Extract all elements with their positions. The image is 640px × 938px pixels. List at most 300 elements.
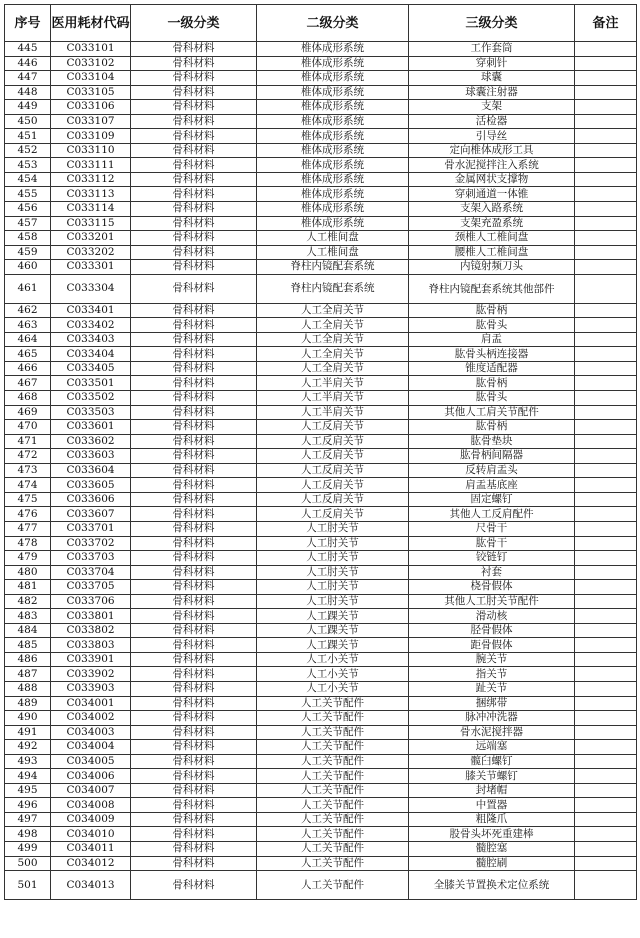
cell-level3: 穿刺通道一体锥 <box>409 187 575 202</box>
cell-code: C033107 <box>51 114 131 129</box>
cell-level2: 椎体成形系统 <box>257 100 409 115</box>
cell-level1: 骨科材料 <box>131 841 257 856</box>
table-row <box>5 638 637 653</box>
table-row <box>5 871 637 900</box>
cell-level3: 胫骨假体 <box>409 623 575 638</box>
table-row <box>5 507 637 522</box>
cell-level2: 人工反肩关节 <box>257 507 409 522</box>
cell-level2: 人工关节配件 <box>257 754 409 769</box>
cell-level2: 椎体成形系统 <box>257 42 409 57</box>
cell-level1: 骨科材料 <box>131 318 257 333</box>
cell-level3: 穿刺针 <box>409 56 575 71</box>
cell-level3: 颈椎人工椎间盘 <box>409 231 575 246</box>
table-row <box>5 434 637 449</box>
cell-remarks <box>575 85 637 100</box>
cell-level2: 人工小关节 <box>257 667 409 682</box>
cell-level1: 骨科材料 <box>131 754 257 769</box>
cell-level1: 骨科材料 <box>131 856 257 871</box>
cell-level1: 骨科材料 <box>131 652 257 667</box>
cell-code: C033802 <box>51 623 131 638</box>
cell-remarks <box>575 318 637 333</box>
cell-index: 499 <box>5 841 51 856</box>
header-index: 序号 <box>5 5 51 42</box>
cell-level2: 人工全肩关节 <box>257 347 409 362</box>
cell-remarks <box>575 798 637 813</box>
cell-remarks <box>575 667 637 682</box>
table-row <box>5 754 637 769</box>
cell-level2: 人工反肩关节 <box>257 478 409 493</box>
cell-code: C033105 <box>51 85 131 100</box>
cell-remarks <box>575 623 637 638</box>
table-row <box>5 594 637 609</box>
cell-level3: 球囊注射器 <box>409 85 575 100</box>
cell-level3: 骨水泥搅拌注入系统 <box>409 158 575 173</box>
header-row <box>5 5 637 42</box>
cell-remarks <box>575 478 637 493</box>
table-row <box>5 652 637 667</box>
cell-level1: 骨科材料 <box>131 536 257 551</box>
cell-level1: 骨科材料 <box>131 740 257 755</box>
table-row <box>5 420 637 435</box>
cell-level2: 人工全肩关节 <box>257 303 409 318</box>
cell-level1: 骨科材料 <box>131 769 257 784</box>
cell-remarks <box>575 521 637 536</box>
table-row <box>5 696 637 711</box>
cell-remarks <box>575 216 637 231</box>
cell-index: 465 <box>5 347 51 362</box>
cell-level1: 骨科材料 <box>131 202 257 217</box>
cell-level1: 骨科材料 <box>131 681 257 696</box>
table-row <box>5 303 637 318</box>
cell-code: C033111 <box>51 158 131 173</box>
cell-level1: 骨科材料 <box>131 725 257 740</box>
cell-code: C033703 <box>51 551 131 566</box>
cell-code: C033503 <box>51 405 131 420</box>
cell-level2: 人工全肩关节 <box>257 361 409 376</box>
table-row <box>5 71 637 86</box>
cell-remarks <box>575 202 637 217</box>
cell-code: C033602 <box>51 434 131 449</box>
cell-level3: 桡骨假体 <box>409 580 575 595</box>
cell-code: C033502 <box>51 391 131 406</box>
cell-code: C033202 <box>51 245 131 260</box>
cell-index: 494 <box>5 769 51 784</box>
table-row <box>5 391 637 406</box>
cell-code: C033102 <box>51 56 131 71</box>
table-row <box>5 245 637 260</box>
cell-level1: 骨科材料 <box>131 172 257 187</box>
cell-level3: 骨水泥搅拌器 <box>409 725 575 740</box>
cell-code: C033901 <box>51 652 131 667</box>
cell-index: 450 <box>5 114 51 129</box>
cell-level2: 椎体成形系统 <box>257 143 409 158</box>
cell-code: C033401 <box>51 303 131 318</box>
cell-level3: 脊柱内镜配套系统其他部件 <box>409 274 575 303</box>
cell-index: 486 <box>5 652 51 667</box>
cell-index: 457 <box>5 216 51 231</box>
table-row <box>5 231 637 246</box>
cell-code: C033106 <box>51 100 131 115</box>
cell-level3: 粗隆爪 <box>409 812 575 827</box>
cell-code: C033402 <box>51 318 131 333</box>
cell-level2: 脊柱内镜配套系统 <box>257 260 409 275</box>
cell-remarks <box>575 143 637 158</box>
cell-index: 490 <box>5 711 51 726</box>
cell-index: 471 <box>5 434 51 449</box>
cell-level2: 椎体成形系统 <box>257 216 409 231</box>
cell-remarks <box>575 449 637 464</box>
cell-code: C033603 <box>51 449 131 464</box>
cell-level1: 骨科材料 <box>131 478 257 493</box>
cell-level2: 人工关节配件 <box>257 812 409 827</box>
cell-remarks <box>575 56 637 71</box>
cell-level3: 全膝关节置换术定位系统 <box>409 871 575 900</box>
cell-level3: 中置器 <box>409 798 575 813</box>
cell-level3: 其他人工反肩配件 <box>409 507 575 522</box>
cell-code: C033902 <box>51 667 131 682</box>
cell-level2: 人工关节配件 <box>257 783 409 798</box>
cell-level1: 骨科材料 <box>131 871 257 900</box>
cell-level1: 骨科材料 <box>131 303 257 318</box>
cell-level1: 骨科材料 <box>131 609 257 624</box>
cell-level1: 骨科材料 <box>131 827 257 842</box>
cell-level2: 人工反肩关节 <box>257 492 409 507</box>
cell-index: 498 <box>5 827 51 842</box>
cell-index: 475 <box>5 492 51 507</box>
table-row <box>5 114 637 129</box>
cell-level3: 指关节 <box>409 667 575 682</box>
cell-index: 464 <box>5 332 51 347</box>
cell-remarks <box>575 158 637 173</box>
cell-code: C034009 <box>51 812 131 827</box>
table-row <box>5 609 637 624</box>
cell-remarks <box>575 361 637 376</box>
cell-level3: 工作套筒 <box>409 42 575 57</box>
cell-level1: 骨科材料 <box>131 405 257 420</box>
table-row <box>5 172 637 187</box>
cell-level2: 人工肘关节 <box>257 536 409 551</box>
cell-level3: 其他人工肩关节配件 <box>409 405 575 420</box>
header-remarks: 备注 <box>575 5 637 42</box>
cell-code: C033404 <box>51 347 131 362</box>
cell-remarks <box>575 696 637 711</box>
cell-index: 476 <box>5 507 51 522</box>
cell-remarks <box>575 725 637 740</box>
cell-code: C033109 <box>51 129 131 144</box>
cell-level1: 骨科材料 <box>131 187 257 202</box>
cell-index: 474 <box>5 478 51 493</box>
cell-level2: 人工全肩关节 <box>257 318 409 333</box>
cell-level1: 骨科材料 <box>131 492 257 507</box>
cell-level1: 骨科材料 <box>131 245 257 260</box>
cell-level3: 膝关节螺钉 <box>409 769 575 784</box>
table-row <box>5 536 637 551</box>
table-row <box>5 492 637 507</box>
cell-level2: 人工椎间盘 <box>257 245 409 260</box>
table-row <box>5 361 637 376</box>
cell-level1: 骨科材料 <box>131 463 257 478</box>
cell-level3: 距骨假体 <box>409 638 575 653</box>
table-row <box>5 551 637 566</box>
cell-remarks <box>575 594 637 609</box>
cell-index: 449 <box>5 100 51 115</box>
cell-level3: 引导丝 <box>409 129 575 144</box>
cell-level2: 人工关节配件 <box>257 841 409 856</box>
cell-level2: 人工关节配件 <box>257 827 409 842</box>
cell-remarks <box>575 71 637 86</box>
cell-index: 466 <box>5 361 51 376</box>
cell-level1: 骨科材料 <box>131 551 257 566</box>
cell-remarks <box>575 405 637 420</box>
cell-remarks <box>575 580 637 595</box>
cell-remarks <box>575 434 637 449</box>
cell-code: C033604 <box>51 463 131 478</box>
table-row <box>5 580 637 595</box>
cell-code: C034002 <box>51 711 131 726</box>
cell-level3: 铰链钉 <box>409 551 575 566</box>
cell-level3: 髓腔塞 <box>409 841 575 856</box>
cell-code: C033701 <box>51 521 131 536</box>
cell-level1: 骨科材料 <box>131 638 257 653</box>
cell-level1: 骨科材料 <box>131 274 257 303</box>
cell-level3: 肱骨柄 <box>409 303 575 318</box>
cell-remarks <box>575 274 637 303</box>
cell-level3: 滑动核 <box>409 609 575 624</box>
cell-level1: 骨科材料 <box>131 783 257 798</box>
cell-code: C033113 <box>51 187 131 202</box>
cell-level1: 骨科材料 <box>131 420 257 435</box>
cell-level3: 脉冲冲洗器 <box>409 711 575 726</box>
cell-level1: 骨科材料 <box>131 143 257 158</box>
cell-remarks <box>575 114 637 129</box>
cell-remarks <box>575 812 637 827</box>
cell-level2: 人工关节配件 <box>257 871 409 900</box>
cell-index: 461 <box>5 274 51 303</box>
cell-level2: 人工踝关节 <box>257 609 409 624</box>
cell-code: C034004 <box>51 740 131 755</box>
header-level2: 二级分类 <box>257 5 409 42</box>
cell-level2: 椎体成形系统 <box>257 187 409 202</box>
cell-level1: 骨科材料 <box>131 129 257 144</box>
cell-remarks <box>575 754 637 769</box>
header-code: 医用耗材代码 <box>51 5 131 42</box>
cell-level2: 人工全肩关节 <box>257 332 409 347</box>
cell-index: 487 <box>5 667 51 682</box>
cell-level3: 腕关节 <box>409 652 575 667</box>
cell-index: 485 <box>5 638 51 653</box>
cell-code: C033115 <box>51 216 131 231</box>
cell-index: 463 <box>5 318 51 333</box>
cell-index: 500 <box>5 856 51 871</box>
cell-remarks <box>575 711 637 726</box>
cell-code: C034008 <box>51 798 131 813</box>
cell-code: C033704 <box>51 565 131 580</box>
cell-index: 497 <box>5 812 51 827</box>
cell-remarks <box>575 492 637 507</box>
cell-level2: 人工肘关节 <box>257 594 409 609</box>
cell-level3: 金属网状支撑物 <box>409 172 575 187</box>
table-row <box>5 42 637 57</box>
cell-level3: 封堵帽 <box>409 783 575 798</box>
cell-index: 469 <box>5 405 51 420</box>
cell-level3: 支架 <box>409 100 575 115</box>
cell-level2: 人工踝关节 <box>257 623 409 638</box>
cell-index: 477 <box>5 521 51 536</box>
cell-index: 455 <box>5 187 51 202</box>
table-row <box>5 405 637 420</box>
consumables-table <box>4 4 637 900</box>
cell-code: C033301 <box>51 260 131 275</box>
table-body <box>5 42 637 900</box>
cell-level3: 肱骨头柄连接器 <box>409 347 575 362</box>
cell-level1: 骨科材料 <box>131 711 257 726</box>
cell-index: 478 <box>5 536 51 551</box>
cell-level2: 人工关节配件 <box>257 725 409 740</box>
cell-code: C034010 <box>51 827 131 842</box>
table-row <box>5 216 637 231</box>
cell-remarks <box>575 609 637 624</box>
cell-code: C034011 <box>51 841 131 856</box>
cell-level1: 骨科材料 <box>131 231 257 246</box>
cell-level2: 人工踝关节 <box>257 638 409 653</box>
cell-index: 456 <box>5 202 51 217</box>
cell-level1: 骨科材料 <box>131 580 257 595</box>
cell-remarks <box>575 303 637 318</box>
table-row <box>5 449 637 464</box>
cell-level2: 人工关节配件 <box>257 711 409 726</box>
header-level1: 一级分类 <box>131 5 257 42</box>
cell-level2: 人工肘关节 <box>257 521 409 536</box>
cell-level3: 腰椎人工椎间盘 <box>409 245 575 260</box>
cell-level2: 人工半肩关节 <box>257 376 409 391</box>
cell-level2: 椎体成形系统 <box>257 129 409 144</box>
cell-code: C033405 <box>51 361 131 376</box>
cell-level3: 肱骨头 <box>409 391 575 406</box>
header-level3: 三级分类 <box>409 5 575 42</box>
cell-remarks <box>575 463 637 478</box>
cell-remarks <box>575 769 637 784</box>
cell-code: C034003 <box>51 725 131 740</box>
table-row <box>5 798 637 813</box>
cell-level2: 人工肘关节 <box>257 580 409 595</box>
cell-level1: 骨科材料 <box>131 696 257 711</box>
table-row <box>5 565 637 580</box>
cell-code: C033104 <box>51 71 131 86</box>
table-row <box>5 85 637 100</box>
cell-level3: 支架充盈系统 <box>409 216 575 231</box>
table-row <box>5 711 637 726</box>
cell-level1: 骨科材料 <box>131 594 257 609</box>
cell-index: 467 <box>5 376 51 391</box>
cell-level1: 骨科材料 <box>131 812 257 827</box>
table-row <box>5 769 637 784</box>
cell-index: 496 <box>5 798 51 813</box>
cell-level3: 肱骨垫块 <box>409 434 575 449</box>
cell-level3: 锥度适配器 <box>409 361 575 376</box>
cell-code: C033601 <box>51 420 131 435</box>
table-row <box>5 260 637 275</box>
cell-code: C033501 <box>51 376 131 391</box>
cell-level1: 骨科材料 <box>131 434 257 449</box>
table-row <box>5 56 637 71</box>
cell-level3: 肱骨柄 <box>409 376 575 391</box>
cell-level3: 定向椎体成形工具 <box>409 143 575 158</box>
cell-level2: 椎体成形系统 <box>257 56 409 71</box>
cell-code: C033114 <box>51 202 131 217</box>
cell-index: 468 <box>5 391 51 406</box>
cell-remarks <box>575 827 637 842</box>
cell-index: 472 <box>5 449 51 464</box>
cell-remarks <box>575 391 637 406</box>
cell-index: 501 <box>5 871 51 900</box>
table-row <box>5 783 637 798</box>
cell-level3: 肩盂基底座 <box>409 478 575 493</box>
cell-remarks <box>575 129 637 144</box>
cell-level2: 人工关节配件 <box>257 856 409 871</box>
cell-level3: 内镜射频刀头 <box>409 260 575 275</box>
cell-level2: 椎体成形系统 <box>257 85 409 100</box>
cell-remarks <box>575 871 637 900</box>
cell-index: 448 <box>5 85 51 100</box>
cell-remarks <box>575 638 637 653</box>
cell-index: 484 <box>5 623 51 638</box>
cell-level2: 人工椎间盘 <box>257 231 409 246</box>
table-row <box>5 521 637 536</box>
cell-code: C033702 <box>51 536 131 551</box>
table-row <box>5 347 637 362</box>
cell-level3: 活检器 <box>409 114 575 129</box>
cell-code: C033801 <box>51 609 131 624</box>
cell-remarks <box>575 681 637 696</box>
cell-index: 445 <box>5 42 51 57</box>
cell-code: C033606 <box>51 492 131 507</box>
cell-remarks <box>575 231 637 246</box>
cell-level3: 固定螺钉 <box>409 492 575 507</box>
cell-level3: 捆绑带 <box>409 696 575 711</box>
table-row <box>5 725 637 740</box>
cell-index: 454 <box>5 172 51 187</box>
cell-level1: 骨科材料 <box>131 623 257 638</box>
cell-index: 491 <box>5 725 51 740</box>
cell-remarks <box>575 100 637 115</box>
cell-code: C033903 <box>51 681 131 696</box>
cell-code: C033304 <box>51 274 131 303</box>
cell-level3: 肱骨干 <box>409 536 575 551</box>
cell-remarks <box>575 841 637 856</box>
cell-code: C033705 <box>51 580 131 595</box>
cell-level3: 支架入路系统 <box>409 202 575 217</box>
table-row <box>5 478 637 493</box>
cell-code: C034007 <box>51 783 131 798</box>
cell-level1: 骨科材料 <box>131 507 257 522</box>
table-row <box>5 332 637 347</box>
table-row <box>5 681 637 696</box>
table-row <box>5 143 637 158</box>
cell-remarks <box>575 536 637 551</box>
cell-level2: 人工半肩关节 <box>257 391 409 406</box>
cell-code: C033706 <box>51 594 131 609</box>
cell-level1: 骨科材料 <box>131 521 257 536</box>
cell-code: C033112 <box>51 172 131 187</box>
cell-level1: 骨科材料 <box>131 100 257 115</box>
cell-level1: 骨科材料 <box>131 56 257 71</box>
cell-level3: 衬套 <box>409 565 575 580</box>
cell-remarks <box>575 856 637 871</box>
cell-index: 488 <box>5 681 51 696</box>
table-row <box>5 100 637 115</box>
cell-level2: 人工反肩关节 <box>257 434 409 449</box>
cell-level2: 椎体成形系统 <box>257 202 409 217</box>
